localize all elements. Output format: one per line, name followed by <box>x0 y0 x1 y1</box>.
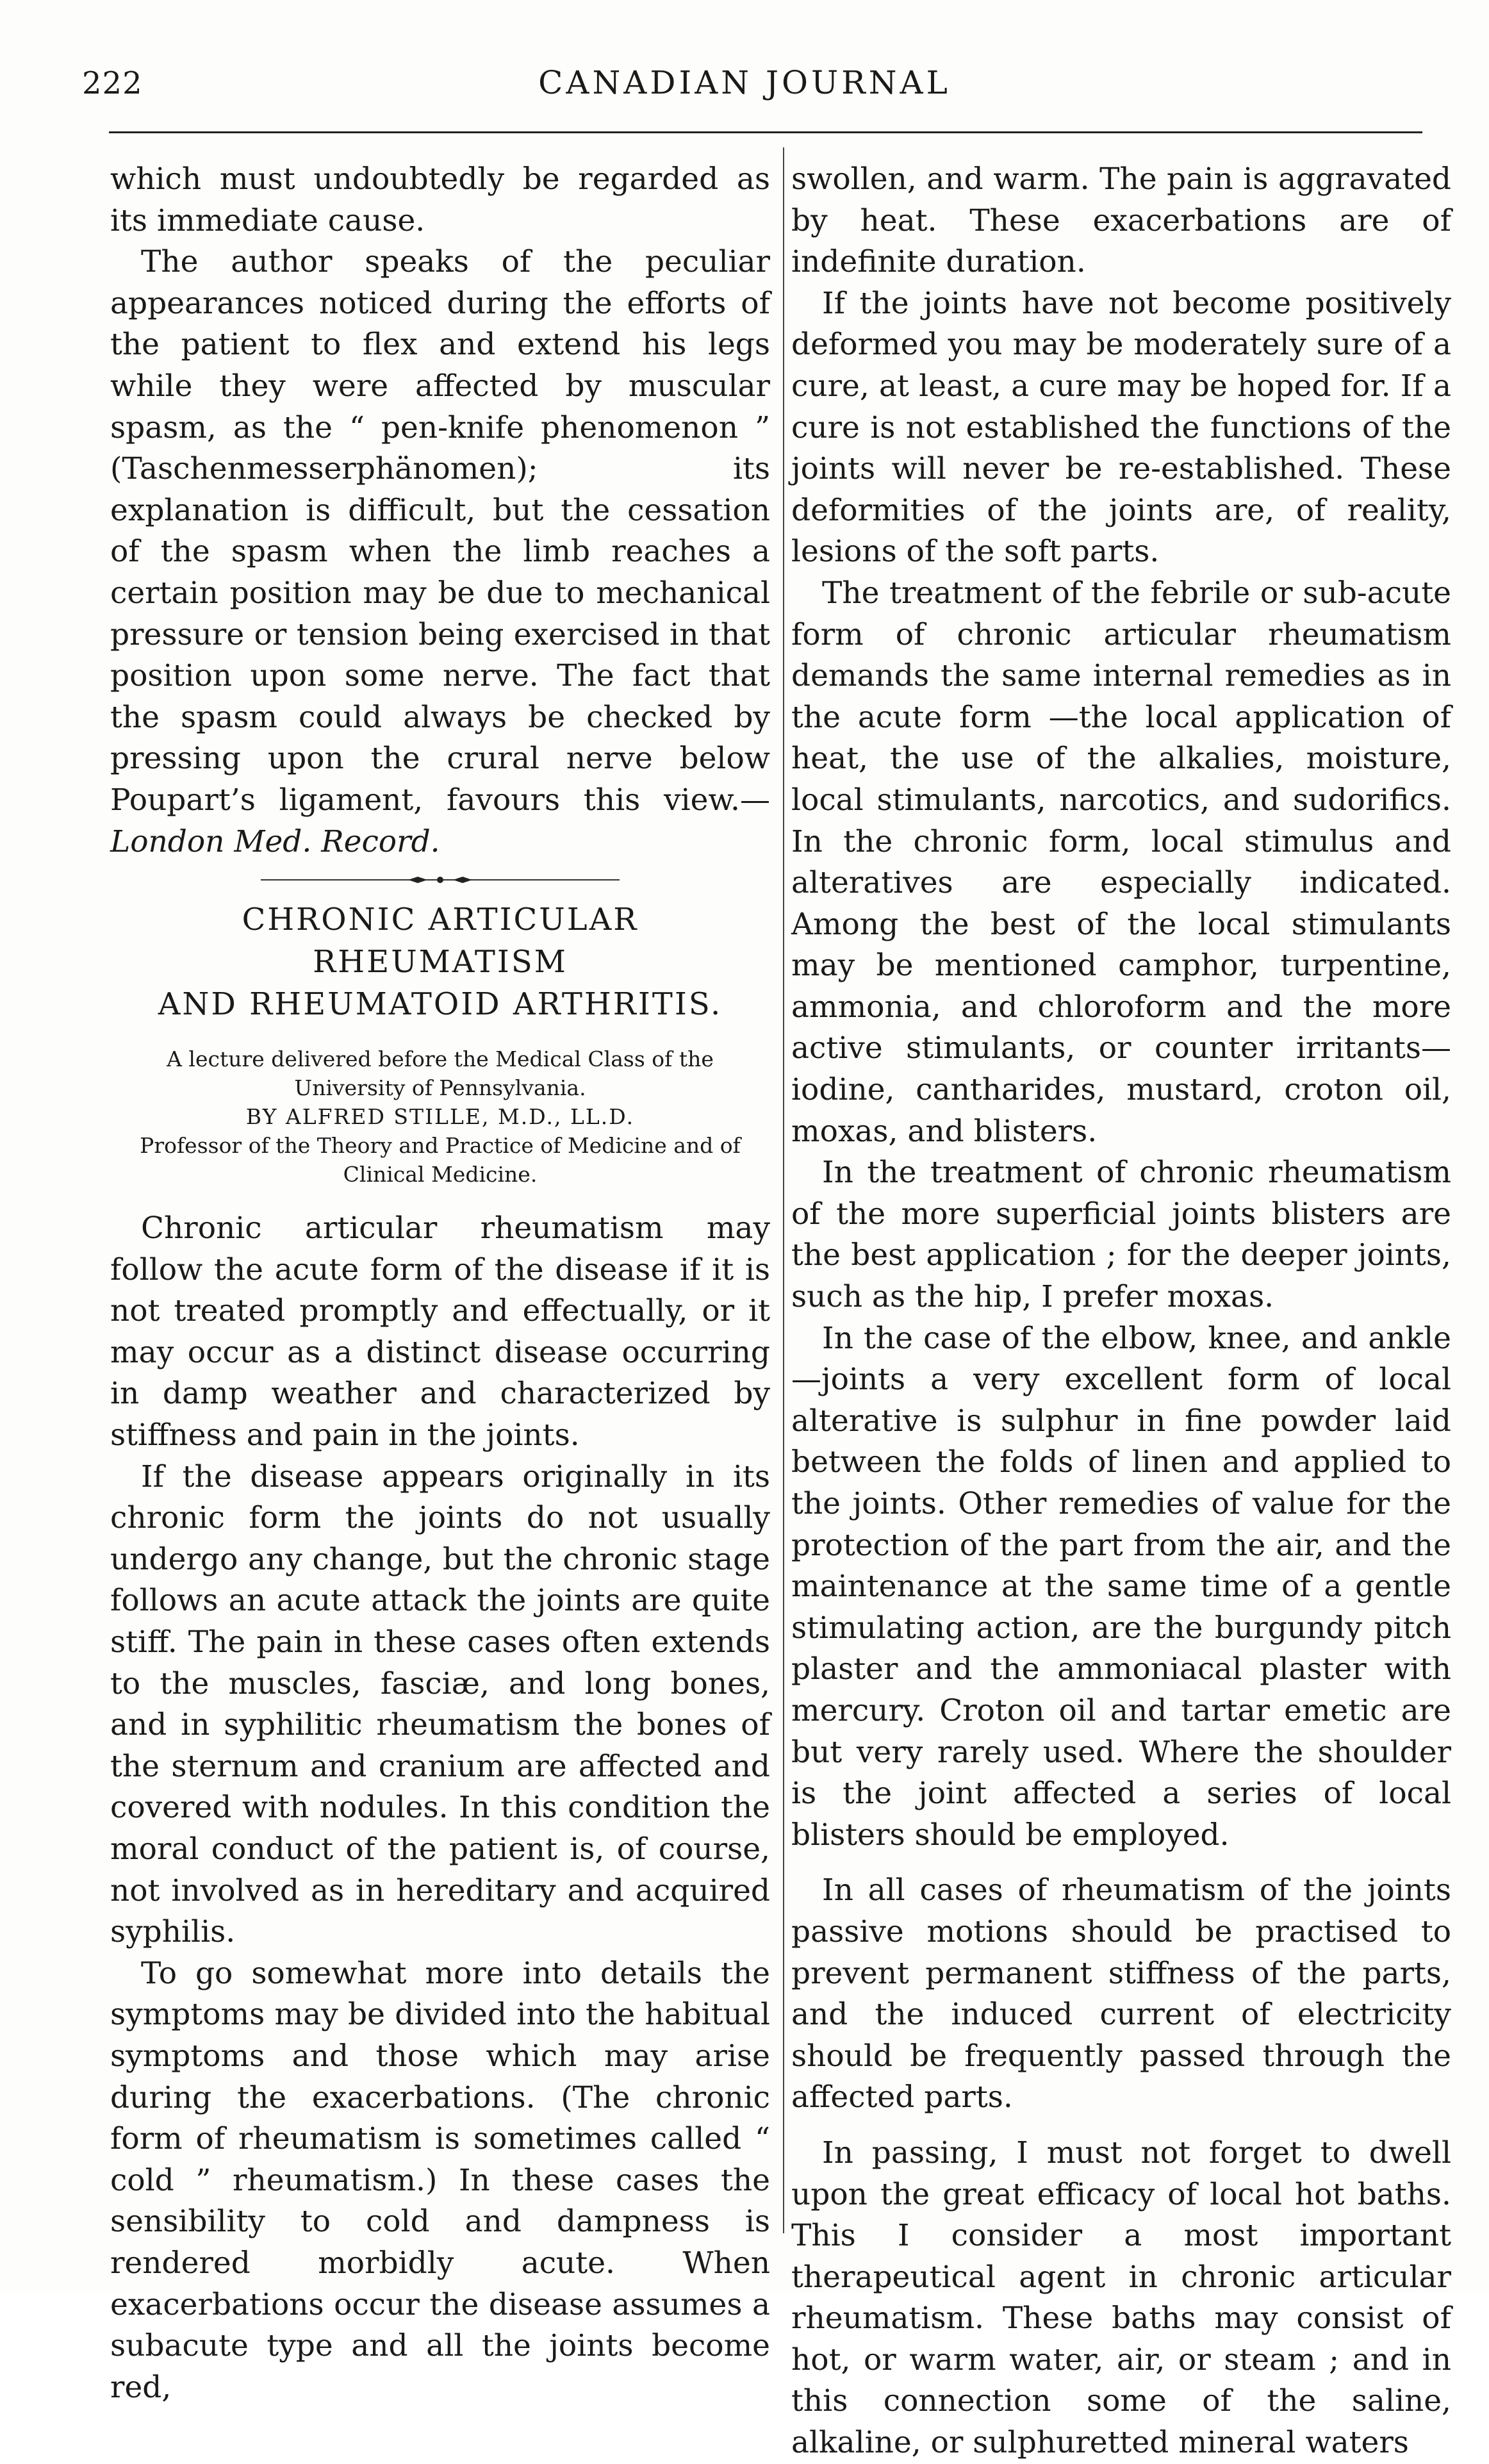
continuation-paragraph: which must undoubtedly be regarded as its immediate cause. <box>110 161 770 238</box>
section-ornament <box>261 875 620 884</box>
lecture-note: A lecture delivered before the Medical Class of the University of Pennsylvania. <box>167 1046 714 1101</box>
page-number: 222 <box>82 65 143 101</box>
header-rule <box>109 131 1422 133</box>
running-head: CANADIAN JOURNAL <box>538 64 951 101</box>
body-paragraph: In the case of the elbow, knee, and ankle—joints a very excellent form of local alterative is sulphur in fine powder laid between the folds of linen and applied to the joints. Other remedies of value for the protection of the part from the air, and the maintenance at the same time of a gentle stimulating action, are the burgundy pitch plaster and the ammoniacal plaster with mercury. Croton oil and tartar emetic are but very rarely used. Where the shoulder is the joint affected a series of local blisters should be employed. <box>791 1320 1451 1853</box>
column-divider <box>783 147 784 2233</box>
article-title <box>110 898 770 1025</box>
body-paragraph: The treatment of the febrile or sub-acute form of chronic articular rheumatism demands the same internal remedies as in the acute form —the local application of heat, the use of the alkalies, moisture, local stimulants, narcotics, and sudorifics. In the chronic form, local stimulus and alteratives are especially indicated. Among the best of the local stimulants may be mentioned camphor, turpentine, ammonia, and chloroform and the more active stimulants, or counter irritants—iodine, cantharides, mustard, croton oil, moxas, and blisters. <box>791 575 1451 1149</box>
body-paragraph: In passing, I must not forget to dwell upon the great efficacy of local hot baths. This I consider a most important therapeutical agent in chronic articular rheumatism. These baths may consist of hot, or warm water, air, or steam ; and in this connection some of the saline, alkaline, or sulphuretted mineral waters <box>791 2135 1451 2461</box>
article-title-line-1: CHRONIC ARTICULAR RHEUMATISM <box>242 902 639 980</box>
body-paragraph: Chronic articular rheumatism may follow the acute form of the disease if it is not treated promptly and effectually, or it may occur as a distinct disease occurring in damp weather and characterized by stiffness and pain in the joints. <box>110 1211 770 1453</box>
article-title-line-2: AND RHEUMATOID ARTHRITIS. <box>158 986 723 1023</box>
author-paragraph <box>110 242 770 863</box>
body-paragraph: If the disease appears originally in its chronic form the joints do not usually undergo any change, but the chronic stage follows an acute attack the joints are quite stiff. The pain in these cases often extends to the muscles, fasciæ, and long bones, and in syphilitic rheumatism the bones of the sternum and cranium are affected and covered with nodules. In this condition the moral conduct of the patient is, of course, not involved as in hereditary and acquired syphilis. <box>110 1459 770 1950</box>
body-paragraph: swollen, and warm. The pain is aggravated by heat. These exacerbations are of indefinite duration. <box>791 161 1451 280</box>
body-paragraph: To go somewhat more into details the symptoms may be divided into the habitual symptoms and those which may arise during the exacerbations. (The chronic form of rheumatism is sometimes called “ cold ” rheumatism.) In these cases the sensibility to cold and dampness is rendered morbidly acute. When exacerbations occur the disease assumes a subacute type and all the joints become red, <box>110 1955 770 2405</box>
left-column <box>110 159 770 2408</box>
author-affiliation: Professor of the Theory and Practice of Medicine and of Clinical Medicine. <box>140 1133 741 1187</box>
body-paragraph: If the joints have not become positively deformed you may be moderately sure of a cure, at least, a cure may be hoped for. If a cure is not established the functions of the joints will never be re-established. These deformities of the joints are, of reality, lesions of the soft parts. <box>791 285 1451 570</box>
byline: BY ALFRED STILLE, M.D., LL.D. <box>245 1104 635 1130</box>
right-column <box>791 159 1451 2464</box>
body-paragraph: In all cases of rheumatism of the joints passive motions should be practised to prevent permanent stiffness of the parts, and the induced current of electricity should be frequently passed through the affected parts. <box>791 1873 1451 2115</box>
body-paragraph: In the treatment of chronic rheumatism of the more superficial joints blisters are the best application ; for the deeper joints, such as the hip, I prefer moxas. <box>791 1155 1451 1315</box>
author-paragraph-text: The author speaks of the peculiar appearances noticed during the efforts of the patient to flex and extend his legs while they were affected by muscular spasm, as the “ pen-knife phenomenon ” (Taschenmesserphänomen); its explanation is difficult, but the cessation of the spasm when the limb reaches a certain position may be due to mechanical pressure or tension being exercised in that position upon some nerve. The fact that the spasm could always be checked by pressing upon the crural nerve below Poupart’s ligament, favours this view.— <box>110 244 770 818</box>
citation: London Med. Record. <box>110 823 440 859</box>
